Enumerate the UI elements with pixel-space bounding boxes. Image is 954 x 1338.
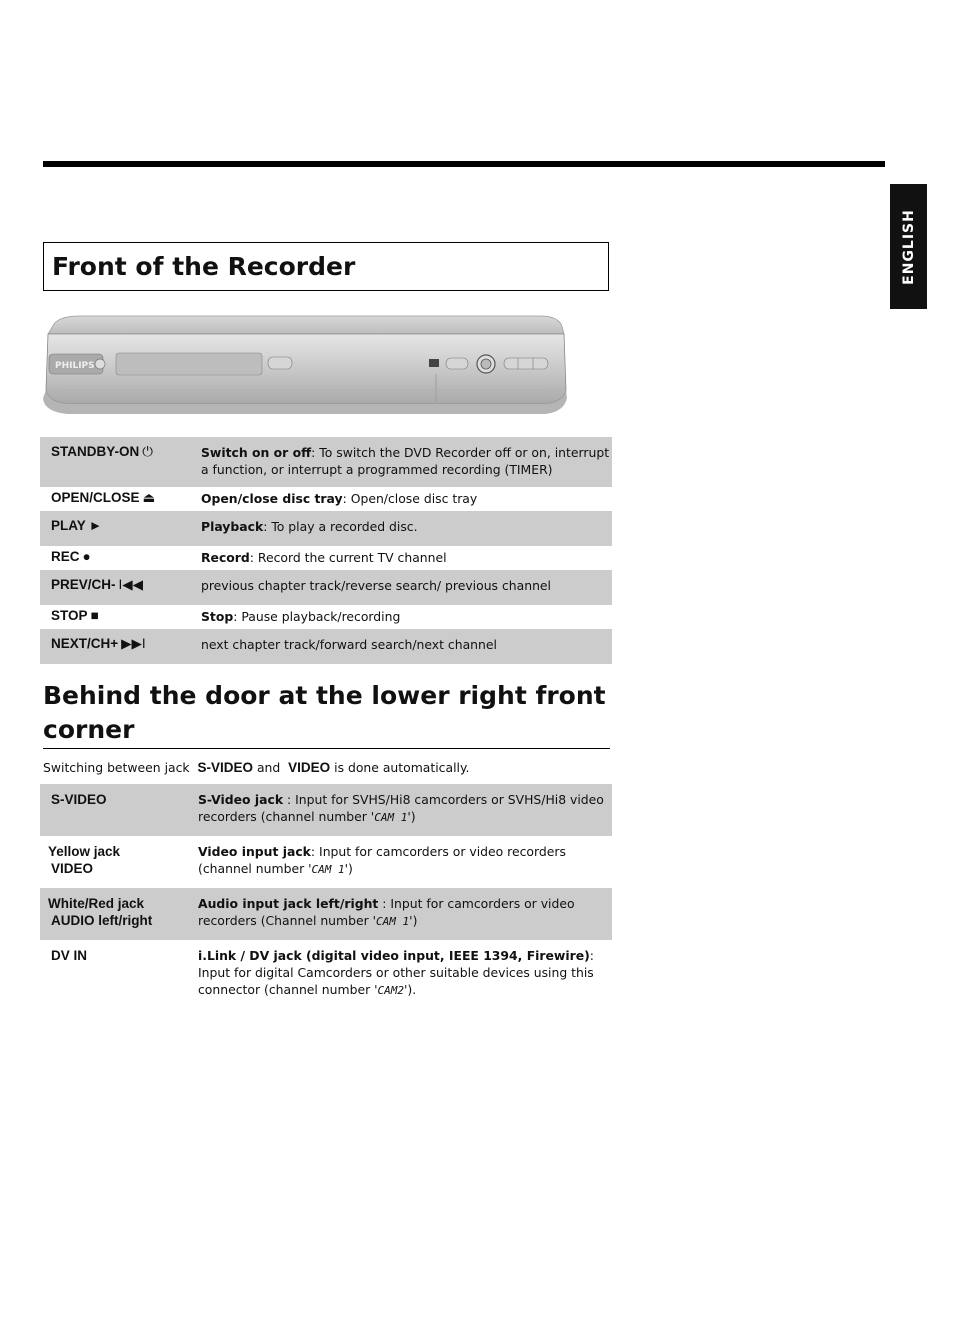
lcd-channel: CAM2: [377, 984, 405, 997]
key-label: OPEN/CLOSE: [51, 490, 140, 505]
description: next chapter track/forward search/next channel: [201, 637, 497, 652]
intro-and: and: [256, 760, 281, 775]
table-row: [40, 546, 612, 570]
key-label-2: DV IN: [51, 948, 88, 963]
description: : Input for camcorders or video recorders (channel number ': [198, 844, 566, 876]
front-controls-table: [40, 437, 612, 664]
lcd-channel: CAM 1: [374, 811, 408, 824]
transport-buttons-illus: [504, 358, 548, 369]
intro-jack-svideo: S-VIDEO: [197, 760, 254, 775]
intro-text: [43, 760, 469, 775]
description: previous chapter track/reverse search/ previous channel: [201, 578, 551, 593]
description: : Record the current TV channel: [249, 550, 447, 565]
standby-icon: ⏻: [142, 444, 153, 459]
term: Switch on or off: [201, 445, 312, 460]
term: i.Link / DV jack (digital video input, IEEE 1394, Firewire): [198, 948, 590, 963]
table-row: [40, 570, 612, 605]
table-row: [40, 940, 612, 1009]
table-row: [40, 836, 612, 888]
key-label-2: VIDEO: [51, 861, 94, 876]
lcd-channel: CAM 1: [376, 915, 410, 928]
description-tail: '): [409, 913, 418, 928]
description-tail: '): [407, 809, 416, 824]
table-row: [40, 487, 612, 511]
language-tab-label: ENGLISH: [900, 208, 917, 285]
key-label-2: AUDIO left/right: [51, 913, 153, 928]
term: Audio input jack left/right: [198, 896, 379, 911]
record-icon: ●: [82, 549, 91, 564]
key-label-1: Yellow jack: [48, 844, 121, 859]
previous-icon: I◀◀: [118, 577, 144, 592]
description: : Pause playback/recording: [233, 609, 401, 624]
term: Open/close disc tray: [201, 491, 343, 506]
next-icon: ▶▶I: [121, 636, 146, 651]
intro-pre: Switching between jack: [43, 760, 190, 775]
key-label: REC: [51, 549, 80, 564]
description: : Input for camcorders or video recorders (Channel number ': [198, 896, 575, 928]
top-rule: [43, 161, 885, 167]
key-label: NEXT/CH+: [51, 636, 119, 651]
term: Playback: [201, 519, 264, 534]
door-jacks-table: [40, 784, 612, 1009]
intro-post: is done automatically.: [334, 760, 470, 775]
lcd-channel: CAM 1: [311, 863, 345, 876]
key-label-1: White/Red jack: [48, 896, 145, 911]
key-label: PLAY: [51, 518, 86, 533]
section-title-box: [43, 242, 609, 291]
term: S-Video jack: [198, 792, 284, 807]
brand-logo-text: PHILIPS: [55, 361, 95, 371]
table-row: [40, 511, 612, 546]
term: Video input jack: [198, 844, 311, 859]
rec-indicator-illus: [429, 359, 439, 367]
language-tab: [890, 184, 927, 309]
play-button-illus: [446, 358, 468, 369]
table-row: [40, 605, 612, 629]
term: Stop: [201, 609, 234, 624]
disc-tray-illus: [116, 353, 262, 375]
description: : To play a recorded disc.: [263, 519, 418, 534]
table-row: [40, 888, 612, 940]
term: Record: [201, 550, 250, 565]
section-title-door: Behind the door at the lower right front corner: [43, 679, 610, 749]
description: : To switch the DVD Recorder off or on, interrupt a function, or interrupt a programmed recording (TIMER): [201, 445, 610, 477]
table-row: [40, 629, 612, 664]
description: : Input for digital Camcorders or other suitable devices using this connector (channel number ': [198, 948, 594, 997]
table-row: [40, 784, 612, 836]
play-icon: ►: [88, 518, 103, 533]
section-title-front: Front of the Recorder: [52, 252, 356, 281]
key-label-2: S-VIDEO: [51, 792, 107, 807]
table-row: [40, 437, 612, 487]
key-label: PREV/CH-: [51, 577, 116, 592]
open-close-button-illus: [268, 357, 292, 369]
standby-button-illus: [95, 359, 105, 369]
dvd-recorder-illustration: [40, 312, 570, 428]
stop-icon: ■: [90, 608, 99, 623]
description-tail: ').: [404, 982, 417, 997]
description: : Open/close disc tray: [342, 491, 478, 506]
intro-jack-video: VIDEO: [288, 760, 331, 775]
description: : Input for SVHS/Hi8 camcorders or SVHS/Hi8 video recorders (channel number ': [198, 792, 604, 824]
key-label: STOP: [51, 608, 88, 623]
eject-icon: ⏏: [142, 490, 156, 505]
key-label: STANDBY-ON: [51, 444, 140, 459]
description-tail: '): [344, 861, 353, 876]
